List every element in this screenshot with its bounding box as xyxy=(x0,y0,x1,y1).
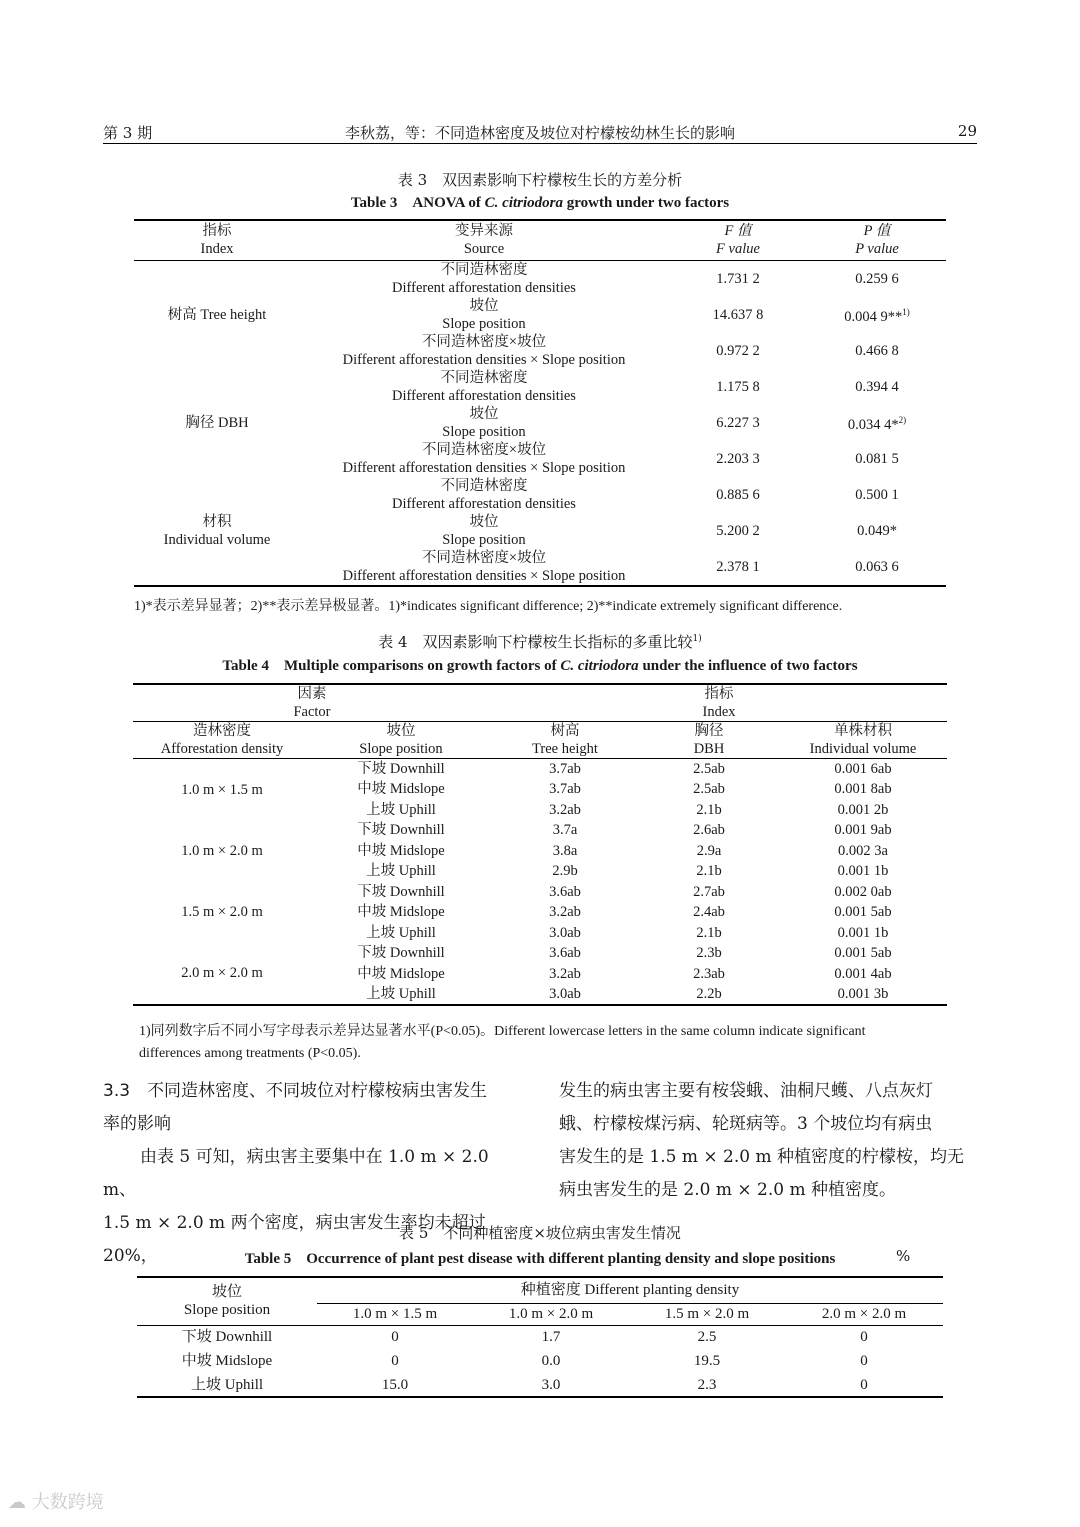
source-cell: 坡位 Slope position xyxy=(442,297,526,332)
slope-cell: 下坡 Downhill xyxy=(357,822,445,839)
table-row xyxy=(137,1373,943,1397)
rate-cell: 19.5 xyxy=(693,1353,721,1369)
col-index: 指标 Index xyxy=(200,223,234,258)
source-cell: 不同造林密度 Different afforestation densities xyxy=(392,261,576,296)
planting-density-header: 种植密度 Different planting density xyxy=(317,1277,943,1303)
slope-cell: 中坡 Midslope xyxy=(357,781,445,798)
volume-cell: 0.002 3a xyxy=(838,842,888,859)
source-cell: 不同造林密度 Different afforestation densities xyxy=(392,369,576,404)
volume-cell: 0.001 1b xyxy=(837,924,889,941)
volume-cell: 0.001 6ab xyxy=(834,761,892,777)
table-row xyxy=(133,882,947,903)
col-density-2: 1.0 m × 2.0 m xyxy=(508,1306,594,1322)
anova-table xyxy=(134,219,946,587)
table-row xyxy=(137,1349,943,1373)
volume-cell: 0.001 1b xyxy=(837,863,889,880)
p-value-cell: 0.500 1 xyxy=(855,486,899,503)
f-value-cell: 5.200 2 xyxy=(716,522,760,539)
density-cell: 1.0 m × 2.0 m xyxy=(181,842,263,859)
table-row xyxy=(133,943,947,964)
table-row xyxy=(137,1325,943,1349)
source-cell: 坡位 Slope position xyxy=(442,405,526,440)
section-title: 3.3 不同造林密度、不同坡位对柠檬桉病虫害发生 率的影响 xyxy=(103,1081,488,1134)
table3-caption-en: Table 3 ANOVA of C. citriodora growth under two factors xyxy=(350,195,730,211)
col-slope-position: 坡位 Slope position xyxy=(137,1277,317,1325)
volume-cell: 0.001 2b xyxy=(837,801,889,818)
density-cell: 1.5 m × 2.0 m xyxy=(181,904,263,921)
dbh-cell: 2.1b xyxy=(696,924,722,941)
table4-caption-cn: 表 4 双因素影响下柠檬桉生长指标的多重比较$^{1)}$ xyxy=(378,633,702,651)
dbh-cell: 2.1b xyxy=(696,801,722,818)
height-cell: 3.8a xyxy=(552,842,578,859)
f-value-cell: 0.972 2 xyxy=(716,342,760,359)
height-cell: 3.6ab xyxy=(549,883,581,900)
watermark-logo-icon: ☁ xyxy=(8,1492,26,1513)
rate-cell: 15.0 xyxy=(381,1376,409,1393)
paragraph-right: 发生的病虫害主要有桉袋蛾、油桐尺蠖、八点灰灯 蛾、柠檬桉煤污病、轮斑病等。3 个坡位均有病虫 害发生的是 1.5 m × 2.0 m 种植密度的柠檬桉，均无 病虫害发生的是 2.0 m × 2.0 m 种植密度。 xyxy=(559,1081,964,1200)
rate-cell: 0 xyxy=(391,1353,399,1369)
height-cell: 3.0ab xyxy=(549,985,581,1002)
rate-cell: 3.0 xyxy=(541,1376,561,1393)
volume-cell: 0.001 3b xyxy=(837,985,889,1002)
rate-cell: 0 xyxy=(860,1353,868,1369)
p-value-cell: 0.259 6 xyxy=(855,270,899,287)
index-cell: 胸径 DBH xyxy=(185,414,249,431)
col-density-1: 1.0 m × 1.5 m xyxy=(352,1306,438,1322)
f-value-cell: 0.885 6 xyxy=(716,486,760,503)
f-value-cell: 6.227 3 xyxy=(716,414,760,431)
height-cell: 3.2ab xyxy=(549,801,581,818)
index-cell: 树高 Tree height xyxy=(167,306,267,323)
dbh-cell: 2.5ab xyxy=(693,781,725,798)
slope-cell: 上坡 Uphill xyxy=(366,985,436,1002)
col-dbh: 胸径 DBH xyxy=(693,723,725,757)
source-cell: 坡位 Slope position xyxy=(442,513,526,548)
height-cell: 3.2ab xyxy=(549,904,581,921)
height-cell: 3.7a xyxy=(552,822,578,839)
col-source: 变异来源 Source xyxy=(455,223,513,258)
p-value-cell: 0.004 9**$^{1)}$ xyxy=(844,307,910,325)
rate-cell: 0 xyxy=(860,1376,868,1393)
table-row xyxy=(133,759,947,780)
col-height: 树高 Tree height xyxy=(532,723,598,757)
table5-unit: % xyxy=(896,1247,911,1265)
col-p-value: P 值 P value xyxy=(855,223,899,258)
table-row xyxy=(134,369,946,405)
height-cell: 3.0ab xyxy=(549,924,581,941)
dbh-cell: 2.5ab xyxy=(693,761,725,777)
table-row xyxy=(134,477,946,513)
volume-cell: 0.001 9ab xyxy=(834,822,892,839)
issue-number: 第 3 期 xyxy=(103,124,153,142)
slope-cell: 中坡 Midslope xyxy=(357,842,445,859)
slope-cell: 下坡 Downhill xyxy=(357,883,445,900)
source-cell: 不同造林密度 Different afforestation densities xyxy=(392,477,576,512)
table4-caption-en: Table 4 Multiple comparisons on growth factors of C. citriodora under the influence of two factors xyxy=(222,658,858,674)
p-value-cell: 0.034 4*$^{2)}$ xyxy=(847,415,907,433)
slope-cell: 上坡 Uphill xyxy=(366,801,436,818)
height-cell: 3.2ab xyxy=(549,965,581,982)
col-f-value: F 值 F value xyxy=(716,223,760,258)
table4-note: 1)同列数字后不同小写字母表示差异达显著水平(P<0.05)。Different lowercase letters in the same column indicate significant differences among treatments (P<0.05). xyxy=(139,1024,866,1061)
dbh-cell: 2.3b xyxy=(696,945,722,962)
volume-cell: 0.002 0ab xyxy=(834,883,892,900)
multiple-comparison-table xyxy=(133,683,947,1006)
dbh-cell: 2.3ab xyxy=(693,965,725,982)
table5-caption-en: Table 5 Occurrence of plant pest disease with different planting density and slope positions xyxy=(244,1251,836,1267)
p-value-cell: 0.394 4 xyxy=(855,378,899,395)
rate-cell: 1.7 xyxy=(541,1329,561,1346)
index-header: 指标 Index xyxy=(491,684,947,722)
dbh-cell: 2.2b xyxy=(696,985,722,1002)
table3-note: 1)*表示差异显著；2)**表示差异极显著。1)*indicates significant difference; 2)**indicate extremely significant difference. xyxy=(134,599,843,614)
slope-cell: 下坡 Downhill xyxy=(357,945,445,962)
table-row xyxy=(133,820,947,841)
slope-cell: 下坡 Downhill xyxy=(357,761,445,777)
height-cell: 2.9b xyxy=(552,863,578,880)
f-value-cell: 1.175 8 xyxy=(716,378,760,395)
slope-cell: 下坡 Downhill xyxy=(181,1329,273,1346)
rate-cell: 0 xyxy=(391,1329,399,1346)
dbh-cell: 2.9a xyxy=(696,842,722,859)
slope-cell: 上坡 Uphill xyxy=(366,863,436,880)
col-slope: 坡位 Slope position xyxy=(359,723,443,757)
factor-header: 因素 Factor xyxy=(133,684,491,722)
volume-cell: 0.001 8ab xyxy=(834,781,892,798)
f-value-cell: 1.731 2 xyxy=(716,270,760,287)
height-cell: 3.6ab xyxy=(549,945,581,962)
p-value-cell: 0.063 6 xyxy=(855,558,899,575)
slope-cell: 中坡 Midslope xyxy=(181,1353,273,1369)
slope-cell: 中坡 Midslope xyxy=(357,904,445,921)
f-value-cell: 2.203 3 xyxy=(716,450,760,467)
f-value-cell: 14.637 8 xyxy=(712,306,764,323)
table3-caption-cn: 表 3 双因素影响下柠檬桉生长的方差分析 xyxy=(397,171,683,189)
dbh-cell: 2.1b xyxy=(696,863,722,880)
table5-caption-cn: 表 5 不同种植密度×坡位病虫害发生情况 xyxy=(399,1224,681,1242)
pest-occurrence-table xyxy=(137,1276,943,1398)
source-cell: 不同造林密度×坡位 Different afforestation densities × Slope position xyxy=(342,333,626,368)
height-cell: 3.7ab xyxy=(549,761,581,777)
col-density-3: 1.5 m × 2.0 m xyxy=(664,1306,750,1322)
dbh-cell: 2.7ab xyxy=(693,883,725,900)
table-row xyxy=(134,260,946,297)
volume-cell: 0.001 5ab xyxy=(834,945,892,962)
p-value-cell: 0.049* xyxy=(857,522,897,539)
slope-cell: 上坡 Uphill xyxy=(190,1376,264,1393)
density-cell: 2.0 m × 2.0 m xyxy=(181,965,263,982)
rate-cell: 0.0 xyxy=(541,1353,561,1369)
paragraph-left: 由表 5 可知，病虫害主要集中在 1.0 m × 2.0 m、 1.5 m × 2.0 m 两个密度，病虫害发生率均未超过 20%， xyxy=(103,1147,489,1266)
slope-cell: 上坡 Uphill xyxy=(366,924,436,941)
dbh-cell: 2.6ab xyxy=(693,822,725,839)
f-value-cell: 2.378 1 xyxy=(716,558,760,575)
source-cell: 不同造林密度×坡位 Different afforestation densities × Slope position xyxy=(342,549,626,584)
source-cell: 不同造林密度×坡位 Different afforestation densities × Slope position xyxy=(342,441,626,476)
watermark: ☁ 大数跨境 xyxy=(8,1492,104,1513)
dbh-cell: 2.4ab xyxy=(693,904,725,921)
col-density: 造林密度 Afforestation density xyxy=(160,723,284,757)
index-cell: 材积 Individual volume xyxy=(163,513,271,548)
col-volume: 单株材积 Individual volume xyxy=(809,723,917,757)
header-rule xyxy=(103,143,977,144)
rate-cell: 2.5 xyxy=(697,1329,717,1346)
col-density-4: 2.0 m × 2.0 m xyxy=(821,1306,907,1322)
density-cell: 1.0 m × 1.5 m xyxy=(181,781,263,798)
volume-cell: 0.001 4ab xyxy=(834,965,892,982)
running-title: 李秋荔，等：不同造林密度及坡位对柠檬桉幼林生长的影响 xyxy=(344,124,735,142)
rate-cell: 0 xyxy=(860,1329,868,1346)
page-number: 29 xyxy=(957,122,977,140)
rate-cell: 2.3 xyxy=(697,1376,717,1393)
slope-cell: 中坡 Midslope xyxy=(357,965,445,982)
p-value-cell: 0.466 8 xyxy=(855,342,899,359)
p-value-cell: 0.081 5 xyxy=(855,450,899,467)
height-cell: 3.7ab xyxy=(549,781,581,798)
volume-cell: 0.001 5ab xyxy=(834,904,892,921)
